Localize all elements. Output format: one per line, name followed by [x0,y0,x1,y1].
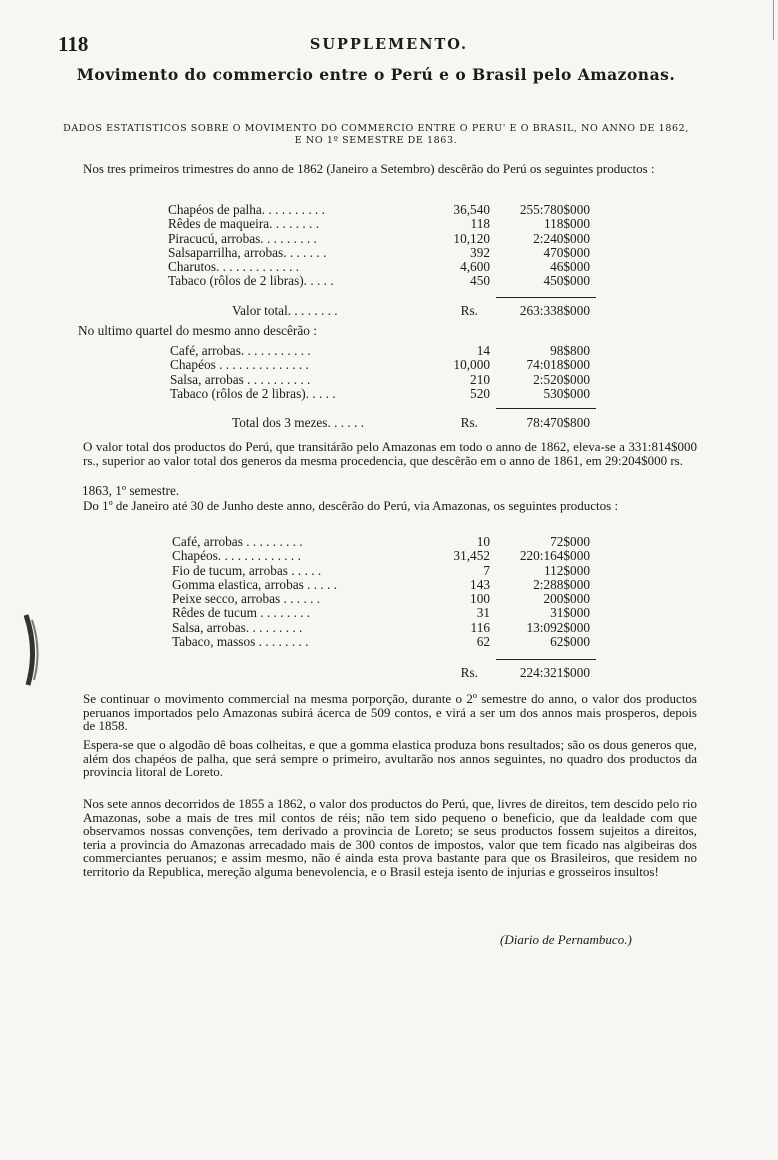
source-attribution: (Diario de Pernambuco.) [500,932,632,947]
table-row: Salsa, arrobas. . . . . . . . . 116 13:092$000 [172,619,590,635]
table-1863-s1 [172,535,590,649]
table-row: Salsaparrilha, arrobas. . . . . . . 392 470$000 [168,244,590,260]
table-row: Rêdes de maqueira. . . . . . . . 118 118$000 [168,216,590,232]
sum-rule [496,297,596,298]
cotton-paragraph: Espera-se que o algodão dê boas colheitas, e que a gomma elastica produza bons resultados; são os dous generos que, além dos chapéos de palha, que será sempre o primeiro, avultarão nos annos seguintes, no quadro dos productos da provincia litoral de Loreto. [83,737,697,779]
page-edge-mark [773,0,774,40]
sum-rule [496,659,596,660]
table-row: Café, arrobas. . . . . . . . . . . 14 98$800 [170,343,590,358]
semester-heading: 1863, 1º semestre. [82,483,180,498]
semester-paragraph: Do 1º de Janeiro até 30 de Junho deste anno, descêrão do Perú, via Amazonas, os seguintes productos : [83,498,619,513]
binding-shadow [22,610,42,690]
table-row: Tabaco (rôlos de 2 libras). . . . . 450 450$000 [168,273,590,289]
continue-paragraph: Se continuar o movimento commercial na mesma porporção, durante o 2º semestre do anno, o valor dos productos peruanos importados pelo Amazonas subirá ácerca de 509 contos, e virá a ser um dos annos mais prosperos, depois de 1858. [83,691,697,733]
intro-paragraph [65,162,697,176]
table-row: Café, arrobas . . . . . . . . . 10 72$000 [172,534,590,549]
article-subtitle: DADOS ESTATISTICOS SOBRE O MOVIMENTO DO COMMERCIO ENTRE O PERU' E O BRASIL, NO ANNO DE 1862, E NO 1º SEMESTRE DE 1863. [63,123,689,146]
table-1862-q4 [170,344,590,401]
total-row: Rs. 224:321$000 [460,665,590,680]
sum-rule [496,408,596,409]
running-head: SUPPLEMENTO. [309,36,469,53]
table-row: Tabaco (rôlos de 2 libras). . . . . 520 530$000 [170,385,590,401]
total-row: Total dos 3 mezes. . . . . . Rs. 78:470$800 [232,415,590,430]
table-2-total [168,416,590,430]
total-row: Valor total. . . . . . . . Rs. 263:338$000 [232,303,590,318]
table-1862-q1-q3 [168,203,590,289]
total-paragraph: O valor total dos productos do Perú, que transitárão pelo Amazonas em todo o anno de 1862, eleva-se a 331:814$000 rs., superior ao valor total dos generos da mesma procedencia, que descêrão em o anno de 1861, em 29:204$000 rs. [83,439,697,468]
table-row: Chapéos . . . . . . . . . . . . . . 10,000 74:018$000 [170,357,590,373]
table-row: Piracucú, arrobas. . . . . . . . . 10,120 2:240$000 [168,230,590,246]
table-row: Rêdes de tucum . . . . . . . . 31 31$000 [172,605,590,621]
table-row: Charutos. . . . . . . . . . . . . 4,600 46$000 [168,259,590,275]
table-1-total [168,304,590,318]
seven-years-paragraph: Nos sete annos decorridos de 1855 a 1862, o valor dos productos do Perú, que, livres de direitos, tem descido pelo rio Amazonas, sobe a mais de tres mil contos de réis; não tem sido pequeno o beneficio, que da lealdade com que observamos nossas convenções, tem derivado a provincia de Loreto; se seus productos fossem sujeitos a direitos, teria a provincia do Amazonas arrecadado mais de 300 contos de impostos, valor que tem ficado nas algibeiras dos commerciantes peruanos; e assim mesmo, não é ainda esta prova bastante para que os Brasileiros, que residem no territorio da Republica, mereção alguma benevolencia, e o Brasil esteja isento de injurias e grosseiros insultos! [83,796,697,879]
q4-intro: No ultimo quartel do mesmo anno descêrão : [78,323,317,338]
table-row: Gomma elastica, arrobas . . . . . 143 2:288$000 [172,576,590,592]
article-title: Movimento do commercio entre o Perú e o Brasil pelo Amazonas. [76,65,676,84]
table-row: Fio de tucum, arrobas . . . . . 7 112$000 [172,562,590,578]
table-row: Peixe secco, arrobas . . . . . . 100 200$000 [172,591,590,607]
table-row: Salsa, arrobas . . . . . . . . . . 210 2:520$000 [170,371,590,387]
page-number: 118 [58,32,89,56]
intro-text: Nos tres primeiros trimestres do anno de 1862 (Janeiro a Setembro) descêrão do Perú os seguintes productos : [83,161,655,176]
table-3-total [168,666,590,680]
table-row: Tabaco, massos . . . . . . . . 62 62$000 [172,634,590,650]
table-row: Chapéos. . . . . . . . . . . . . 31,452 220:164$000 [172,548,590,564]
table-row: Chapéos de palha. . . . . . . . . . 36,540 255:780$000 [168,202,590,217]
